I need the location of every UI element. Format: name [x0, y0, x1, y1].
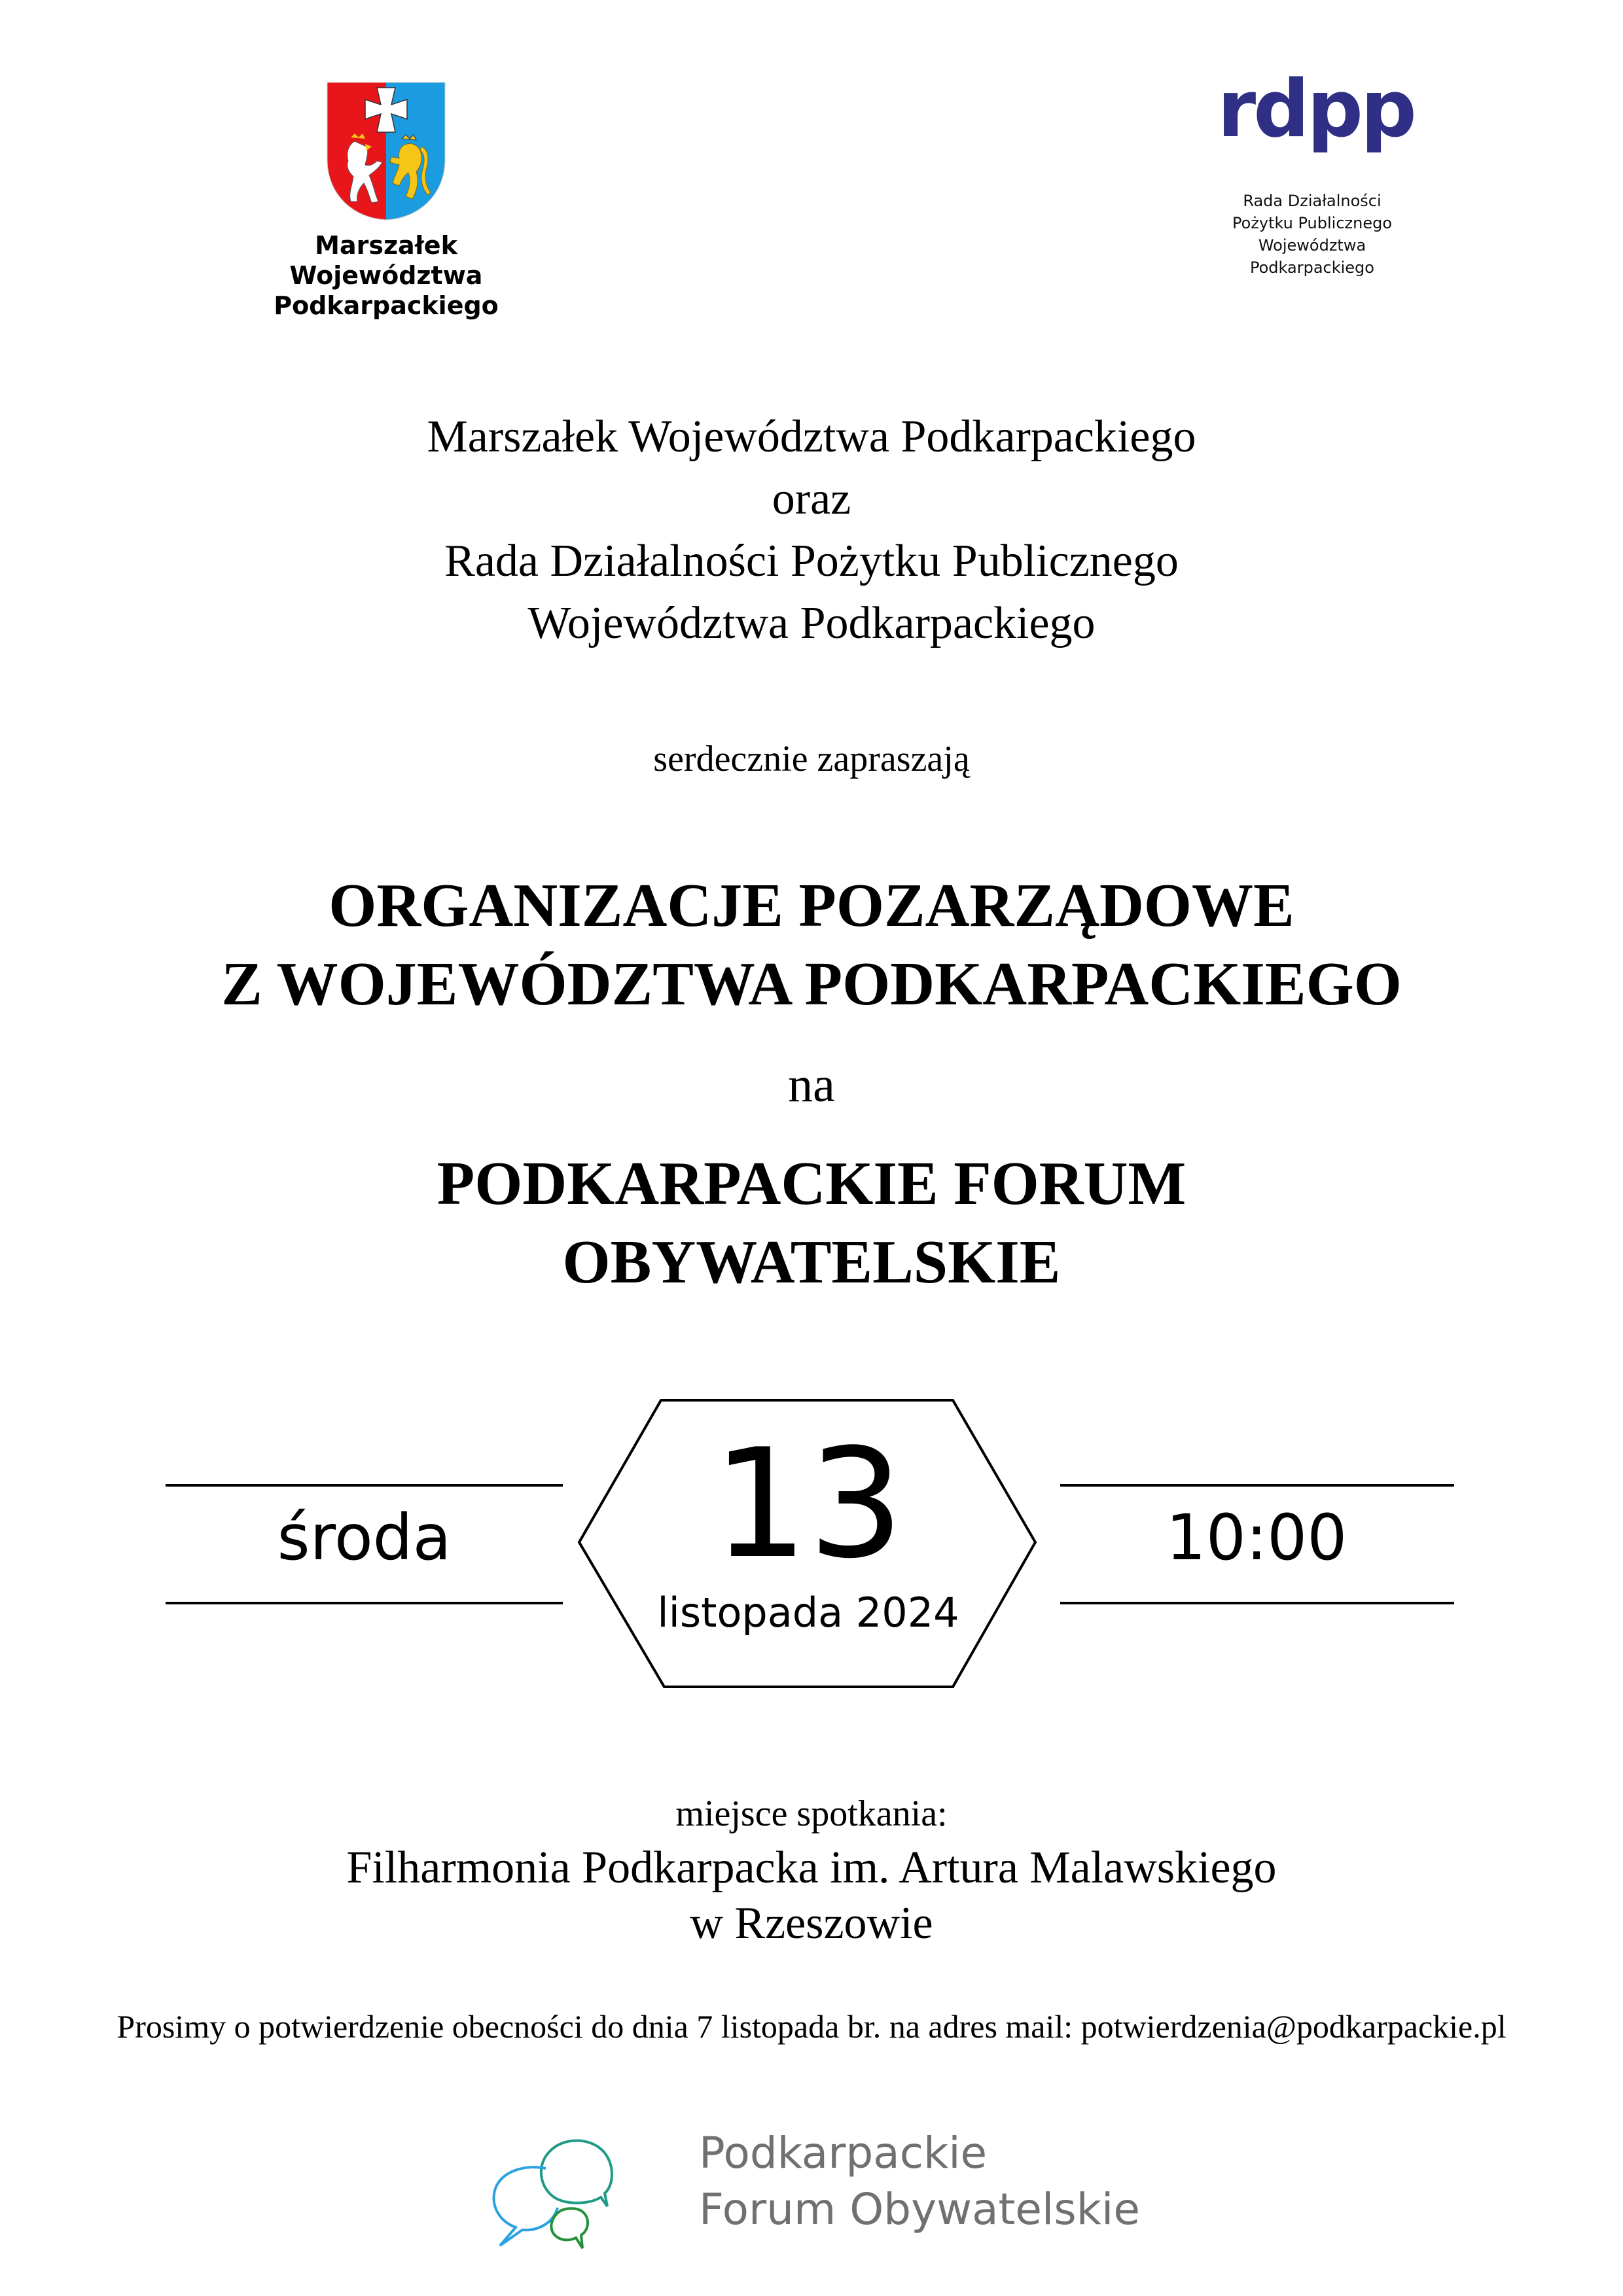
organizer-connector: oraz: [772, 474, 851, 524]
invite-text: serdecznie zapraszają: [653, 739, 970, 779]
organizer-line: Marszałek Województwa Podkarpackiego: [427, 412, 1196, 462]
coat-of-arms-logo: [326, 81, 446, 221]
title-connector: na: [788, 1057, 835, 1112]
rdpp-subtitle-line: Rada Działalności: [1243, 192, 1382, 210]
divider-line: [166, 1484, 563, 1487]
rdpp-subtitle: [1191, 190, 1433, 279]
event-name-line-1: PODKARPACKIE FORUM: [437, 1150, 1186, 1218]
rdpp-subtitle-line: Pożytku Publicznego: [1232, 214, 1393, 232]
footer-logo-line1: Podkarpackie: [699, 2128, 988, 2178]
rsvp-text: Prosimy o potwierdzenie obecności do dnia 7 listopada br. na adres mail: potwierdzenia@podkarpackie.pl: [116, 2008, 1507, 2045]
divider-line: [166, 1602, 563, 1604]
rdpp-wordmark: rdpp: [1217, 64, 1414, 155]
speech-bubbles-icon: [484, 2125, 641, 2250]
marshal-logo-line2: Województwa Podkarpackiego: [274, 261, 499, 320]
divider-line: [1060, 1484, 1454, 1487]
time-label: 10:00: [1166, 1501, 1347, 1574]
day-number: 13: [712, 1417, 904, 1592]
month-year: listopada 2024: [657, 1589, 959, 1636]
speech-bubbles-logo: [484, 2125, 641, 2250]
marshal-logo-line1: Marszałek: [315, 231, 457, 260]
location-label: miejsce spotkania:: [675, 1793, 948, 1834]
venue-city: w Rzeszowie: [690, 1898, 933, 1949]
event-name-line-2: OBYWATELSKIE: [562, 1228, 1061, 1296]
title-line-1: ORGANIZACJE POZARZĄDOWE: [329, 872, 1294, 940]
weekday-label: środa: [277, 1501, 452, 1574]
venue-name: Filharmonia Podkarpacka im. Artura Malawskiego: [346, 1843, 1277, 1893]
organizer-line: Rada Działalności Pożytku Publicznego: [444, 536, 1179, 586]
rdpp-subtitle-line: Województwa: [1258, 236, 1366, 255]
organizer-line: Województwa Podkarpackiego: [527, 598, 1096, 648]
title-line-2: Z WOJEWÓDZTWA PODKARPACKIEGO: [221, 950, 1402, 1018]
shield-icon: [326, 81, 446, 221]
divider-line: [1060, 1602, 1454, 1604]
footer-logo-line2: Forum Obywatelskie: [699, 2184, 1140, 2234]
rdpp-subtitle-line: Podkarpackiego: [1250, 258, 1374, 277]
